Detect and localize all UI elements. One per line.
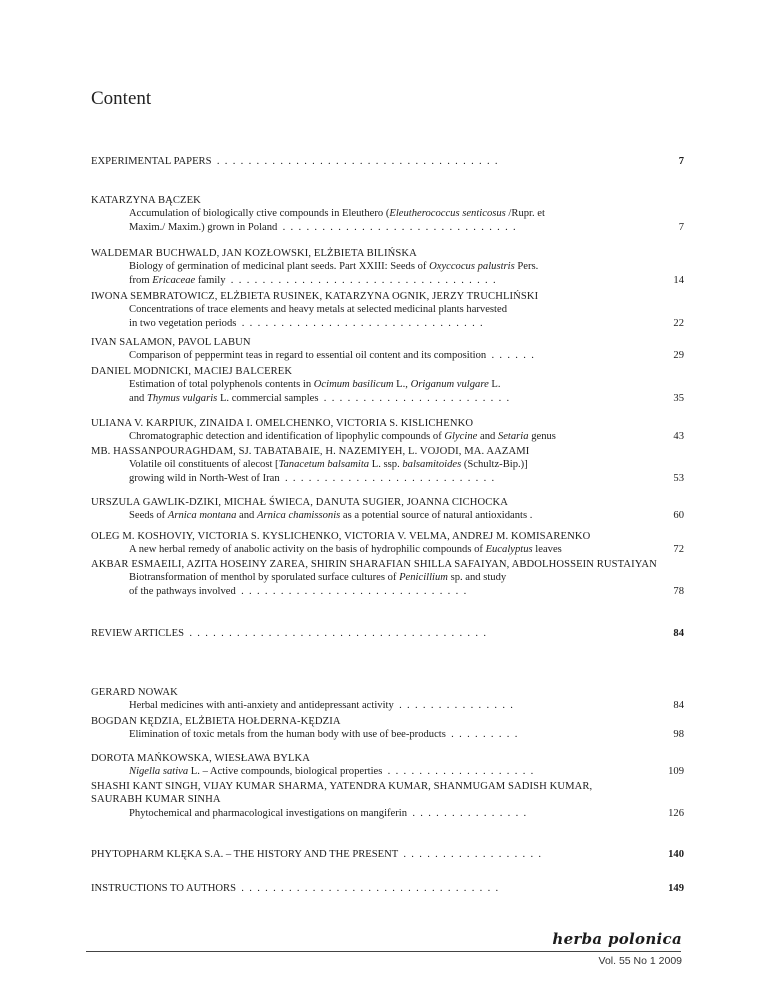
entry-title: Volatile oil constituents of alecost [Tanacetum balsamita L. ssp. balsamitoides (Schultz-Bip.)] <box>129 459 528 471</box>
entry-authors: WALDEMAR BUCHWALD, JAN KOZŁOWSKI, ELŻBIETA BILIŃSKA <box>91 248 417 259</box>
entry-title-end: of the pathways involved . . . . . . . . . . . . . . . . . . . . . . . . . . . . . <box>129 585 467 597</box>
entry-authors: AKBAR ESMAEILI, AZITA HOSEINY ZAREA, SHIRIN SHARAFIAN SHILLA SAFAIYAN, ABDOLHOSSEIN RUSTAIYAN <box>91 559 657 570</box>
entry-authors: SHASHI KANT SINGH, VIJAY KUMAR SHARMA, YATENDRA KUMAR, SHANMUGAM SADISH KUMAR, <box>91 781 593 792</box>
toc-entry[interactable] <box>91 752 684 779</box>
section-page: 84 <box>667 627 684 641</box>
section-label: INSTRUCTIONS TO AUTHORS <box>91 883 236 894</box>
entry-page: 14 <box>667 274 684 287</box>
volume-info: Vol. 55 No 1 2009 <box>598 955 682 967</box>
toc-entry[interactable] <box>91 365 684 405</box>
toc-entry[interactable] <box>91 247 684 287</box>
entry-page: 29 <box>667 349 684 362</box>
section-label: REVIEW ARTICLES <box>91 628 185 639</box>
entry-title-end: Maxim./ Maxim.) grown in Poland . . . . . . . . . . . . . . . . . . . . . . . . . . . . . . <box>129 221 516 233</box>
page-title: Content <box>91 88 152 109</box>
entry-page: 72 <box>667 543 684 556</box>
entry-authors: DANIEL MODNICKI, MACIEJ BALCEREK <box>91 366 293 377</box>
entry-title-end: in two vegetation periods . . . . . . . . . . . . . . . . . . . . . . . . . . . . . . . <box>129 317 483 329</box>
entry-page: 60 <box>667 509 684 522</box>
entry-title-end: Chromatographic detection and identification of lipophylic compounds of Glycine and Setaria genus <box>129 431 556 443</box>
entry-authors: DOROTA MAŃKOWSKA, WIESŁAWA BYLKA <box>91 753 311 764</box>
entry-page: 78 <box>667 585 684 598</box>
entry-title: Accumulation of biologically ctive compounds in Eleuthero (Eleutherococcus senticosus /Rupr. et <box>129 208 545 220</box>
toc-entry[interactable] <box>91 194 684 234</box>
entry-title-end: A new herbal remedy of anabolic activity on the basis of hydrophilic compounds of Eucalyptus leaves <box>129 544 562 556</box>
footer-divider <box>86 951 681 952</box>
entry-page: 43 <box>667 430 684 443</box>
toc-entry[interactable] <box>91 445 684 485</box>
entry-page: 84 <box>667 699 684 712</box>
toc-entry[interactable] <box>91 558 684 598</box>
entry-title: Biology of germination of medicinal plant seeds. Part XXIII: Seeds of Oxyccocus palustris Pers. <box>129 261 539 273</box>
section-instructions[interactable]: INSTRUCTIONS TO AUTHORS . . . . . . . . . . . . . . . . . . . . . . . . . . . . . . . . . 149 <box>91 883 684 894</box>
journal-logo: herba polonica <box>552 930 682 948</box>
entry-title-end: growing wild in North-West of Iran . . . . . . . . . . . . . . . . . . . . . . . . . . . <box>129 472 495 484</box>
toc-entry[interactable] <box>91 336 684 363</box>
entry-page: 35 <box>667 392 684 405</box>
entry-title: Estimation of total polyphenols contents in Ocimum basilicum L., Origanum vulgare L. <box>129 379 501 391</box>
entry-authors: KATARZYNA BĄCZEK <box>91 195 201 206</box>
toc-entry[interactable] <box>91 496 684 523</box>
entry-title-end: Nigella sativa L. – Active compounds, biological properties . . . . . . . . . . . . . . . . . . . <box>129 766 534 778</box>
section-phytopharm[interactable]: PHYTOPHARM KLĘKA S.A. – THE HISTORY AND THE PRESENT . . . . . . . . . . . . . . . . . . 140 <box>91 849 684 860</box>
entry-authors: ULIANA V. KARPIUK, ZINAIDA I. OMELCHENKO, VICTORIA S. KISLICHENKO <box>91 418 474 429</box>
toc-entry[interactable] <box>91 417 684 444</box>
entry-page: 7 <box>673 221 684 234</box>
entry-authors: GERARD NOWAK <box>91 687 178 698</box>
entry-page: 53 <box>667 472 684 485</box>
entry-page: 22 <box>667 317 684 330</box>
entry-page: 109 <box>662 765 684 778</box>
entry-authors: OLEG M. KOSHOVIY, VICTORIA S. KYSLICHENKO, VICTORIA V. VELMA, ANDREJ M. KOMISARENKO <box>91 531 591 542</box>
section-page: 7 <box>673 155 684 169</box>
section-page: 140 <box>662 848 684 862</box>
entry-title-end: Herbal medicines with anti-anxiety and antidepressant activity . . . . . . . . . . . . . . . <box>129 700 513 712</box>
section-label: EXPERIMENTAL PAPERS <box>91 156 212 167</box>
entry-authors: URSZULA GAWLIK-DZIKI, MICHAŁ ŚWIECA, DANUTA SUGIER, JOANNA CICHOCKA <box>91 497 508 508</box>
section-experimental[interactable]: EXPERIMENTAL PAPERS . . . . . . . . . . . . . . . . . . . . . . . . . . . . . . . . . . . . 7 <box>91 156 684 167</box>
entry-authors: IWONA SEMBRATOWICZ, ELŻBIETA RUSINEK, KATARZYNA OGNIK, JERZY TRUCHLIŃSKI <box>91 291 539 302</box>
entry-authors-cont: SAURABH KUMAR SINHA <box>91 794 221 806</box>
entry-title: Concentrations of trace elements and heavy metals at selected medicinal plants harvested <box>129 304 507 316</box>
toc-entry[interactable] <box>91 715 684 742</box>
entry-page: 98 <box>667 728 684 741</box>
entry-title-end: Elimination of toxic metals from the human body with use of bee-products . . . . . . . . . <box>129 729 518 741</box>
entry-title-end: Comparison of peppermint teas in regard to essential oil content and its composition . . . . . . <box>129 350 534 362</box>
entry-authors: IVAN SALAMON, PAVOL LABUN <box>91 337 251 348</box>
entry-title-end: from Ericaceae family . . . . . . . . . . . . . . . . . . . . . . . . . . . . . . . . . . <box>129 274 496 286</box>
toc-entry[interactable] <box>91 780 684 820</box>
toc-entry[interactable] <box>91 686 684 713</box>
section-review[interactable]: REVIEW ARTICLES . . . . . . . . . . . . . . . . . . . . . . . . . . . . . . . . . . . . . . 84 <box>91 628 684 639</box>
entry-authors: MB. HASSANPOURAGHDAM, SJ. TABATABAIE, H. NAZEMIYEH, L. VOJODI, MA. AAZAMI <box>91 446 530 457</box>
entry-authors: BOGDAN KĘDZIA, ELŻBIETA HOŁDERNA-KĘDZIA <box>91 716 341 727</box>
section-page: 149 <box>662 882 684 896</box>
section-label: PHYTOPHARM KLĘKA S.A. – THE HISTORY AND THE PRESENT <box>91 849 399 860</box>
entry-page: 126 <box>662 807 684 820</box>
toc-entry[interactable] <box>91 290 684 330</box>
entry-title: Biotransformation of menthol by sporulated surface cultures of Penicillium sp. and study <box>129 572 507 584</box>
toc-entry[interactable] <box>91 530 684 557</box>
entry-title-end: and Thymus vulgaris L. commercial samples . . . . . . . . . . . . . . . . . . . . . . . . <box>129 392 510 404</box>
entry-title-end: Phytochemical and pharmacological investigations on mangiferin . . . . . . . . . . . . . . . <box>129 807 527 819</box>
entry-title-end: Seeds of Arnica montana and Arnica chamissonis as a potential source of natural antioxidants . <box>129 510 533 522</box>
